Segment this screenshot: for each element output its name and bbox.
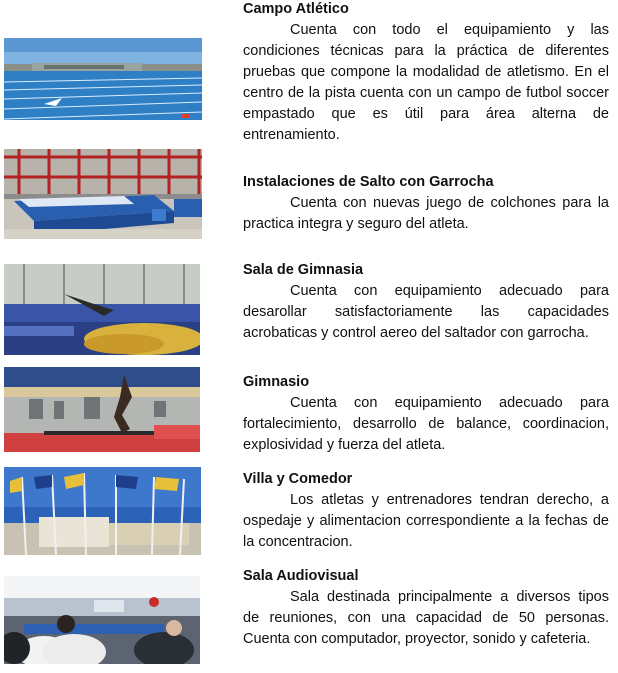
athletic-track-photo — [4, 38, 202, 120]
section-title: Instalaciones de Salto con Garrocha — [243, 174, 494, 190]
section-title: Sala de Gimnasia — [243, 262, 364, 278]
section-text — [243, 261, 609, 365]
section-title: Gimnasio — [243, 374, 310, 390]
section-body: Cuenta con equipamiento adecuado para fortalecimiento, desarrollo de balance, coordinacion, explosividad y fuerza del atleta. — [243, 395, 609, 453]
gym-photo — [4, 367, 200, 452]
section-title: Sala Audiovisual — [243, 568, 359, 584]
section-text — [243, 173, 609, 235]
village-flags-photo — [4, 467, 201, 555]
section-title: Campo Atlético — [243, 1, 349, 17]
section-body: Cuenta con nuevas juego de colchones para la practica integra y seguro del atleta. — [243, 195, 609, 232]
section-body: Cuenta con todo el equipamiento y las condiciones técnicas para la práctica de diferentes pruebas que compone la modalidad de atletismo. En el centro de la pista cuenta con un campo de futbol soccer empastado que es útil para área alterna de entrenamiento. — [243, 22, 609, 143]
section-body: Sala destinada principalmente a diversos tipos de reuniones, con una capacidad de 50 personas. Cuenta con computador, proyector, sonido y cafeteria. — [243, 589, 609, 647]
section-body: Cuenta con equipamiento adecuado para desarollar satisfactoriamente las capacidades acrobaticas y control aereo del saltador con garrocha. — [243, 283, 609, 341]
section-text — [243, 470, 609, 553]
section-text — [243, 567, 609, 650]
section-text — [243, 0, 609, 146]
section-body: Los atletas y entrenadores tendran derecho, a ospedaje y alimentacion correspondiente a la fechas de la concentracion. — [243, 492, 609, 550]
pole-vault-mats-photo — [4, 149, 202, 239]
section-text — [243, 373, 609, 456]
gymnastics-hall-photo — [4, 264, 200, 355]
audiovisual-room-photo — [4, 576, 200, 664]
section-title: Villa y Comedor — [243, 471, 353, 487]
